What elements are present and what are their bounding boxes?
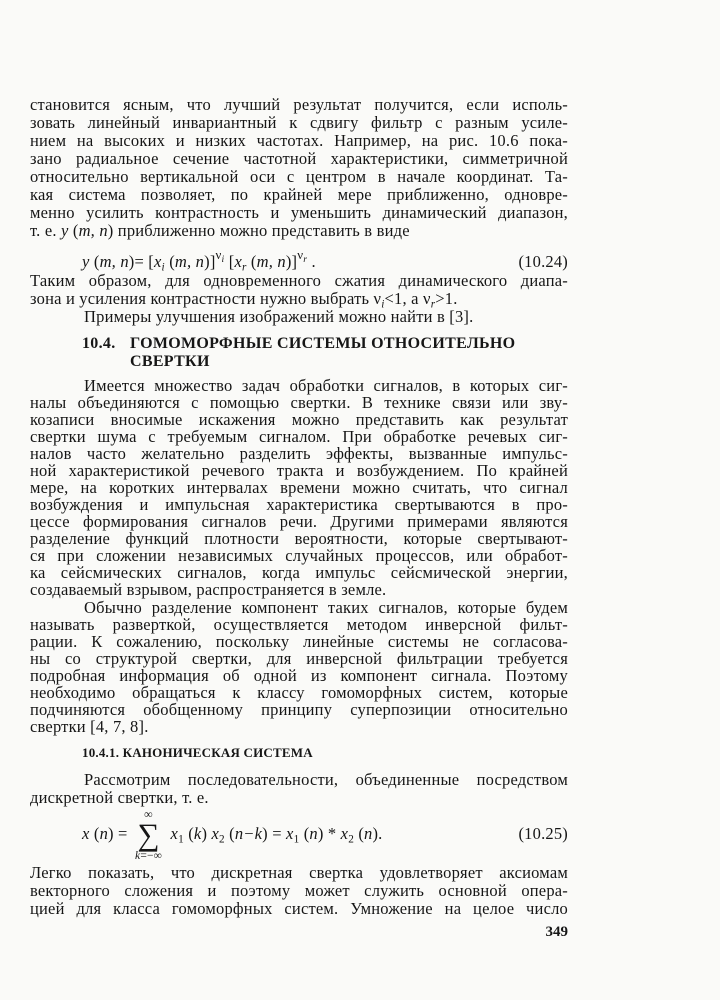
text-run: >1. <box>435 289 458 308</box>
equation-10-24 <box>30 248 568 274</box>
math-operator: ) * <box>317 824 341 843</box>
summation-lower-limit <box>130 850 168 863</box>
math-subscript: r <box>241 261 247 274</box>
text-line: Легко показать, что дискретная свертка удовлетворяет аксиомам <box>30 863 568 882</box>
equation-body <box>82 806 383 862</box>
text-line: разделение функций плотности вероятности, которые свертывают- <box>30 529 568 548</box>
text-line: козаписи вносимые искажения можно представить как результат <box>30 410 568 429</box>
math-paren: ( <box>68 221 79 240</box>
math-variable: x <box>170 824 179 843</box>
math-subscript: i <box>381 298 385 311</box>
math-variable: n <box>364 824 373 843</box>
section-title-line: ГОМОМОРФНЫЕ СИСТЕМЫ ОТНОСИТЕЛЬНО <box>130 335 516 352</box>
text-line: ны со структурой свертки, для инверсной фильтрации требуется <box>30 649 568 668</box>
math-variable: x <box>154 252 162 271</box>
text-line: Примеры улучшения изображений можно найти в [3]. <box>84 307 474 326</box>
text-line: необходимо обращаться к классу гомоморфных систем, которые <box>30 683 568 702</box>
section-heading <box>82 335 552 370</box>
math-subscript: 2 <box>348 833 354 846</box>
math-variable: k <box>193 824 202 843</box>
math-operator: =−∞ <box>140 849 163 862</box>
math-variable: n−k <box>234 824 263 843</box>
math-variable: y <box>82 252 90 271</box>
text-line: свертки шума с требуемым сигналом. При обработке речевых сиг- <box>30 427 568 446</box>
text-line: Обычно разделение компонент таких сигналов, которые будем <box>84 598 568 617</box>
text-line: мере, на коротких интервалах времени можно считать, что сигнал <box>30 478 568 497</box>
equation-10-25 <box>30 805 568 863</box>
math-operator: ) <box>201 824 212 843</box>
section-number: 10.4. <box>82 335 116 352</box>
math-operator: ( <box>224 824 235 843</box>
math-variable: m, n <box>99 252 129 271</box>
paragraph <box>30 771 568 806</box>
text-line: налов часто желательно разделить эффекты, вызванные импульс- <box>30 444 568 463</box>
text-line: подробная информация об одной из компонент сигнала. Поэтому <box>30 666 568 685</box>
text-line: относительно вертикальной оси с центром в начале координат. Та- <box>30 167 568 186</box>
text-line: зано радиальное сечение частотной характеристики, симметричной <box>30 149 568 168</box>
math-operator: ( <box>246 252 257 271</box>
math-operator: ( <box>89 824 100 843</box>
math-subscript: r <box>430 298 436 311</box>
text-line: налы объединяются с помощью свертки. В технике связи или зву- <box>30 393 568 412</box>
math-operator: )] <box>285 252 298 271</box>
math-subscript: i <box>221 254 225 266</box>
text-run: ) приближенно можно представить в виде <box>107 221 410 240</box>
text-line: Таким образом, для одновременного сжатия динамического диапа- <box>30 271 568 290</box>
paragraph <box>30 599 568 735</box>
math-operator: ) = <box>108 824 128 843</box>
text-line: кая система позволяет, по крайней мере приближенно, одновре- <box>30 185 568 204</box>
math-exponent <box>297 248 308 266</box>
math-subscript: 2 <box>219 833 225 846</box>
text-line: подчиняются обобщенному принципу суперпозиции относительно <box>30 700 568 719</box>
math-operator: )] <box>204 252 216 271</box>
math-symbol: ν <box>215 248 222 263</box>
section-title-line: СВЕРТКИ <box>130 352 210 370</box>
text-line: зовать линейный инвариантный к сдвигу фильтр с разным усиле- <box>30 113 568 132</box>
math-operator: ) = <box>262 824 287 843</box>
math-variable: x <box>286 824 294 843</box>
equation-number: (10.25) <box>518 824 568 843</box>
text-line: дискретной свертки, т. е. <box>30 787 209 807</box>
text-run: <1, а <box>384 289 424 308</box>
subsection-heading <box>82 745 482 761</box>
text-line: ся при сложении независимых случайных процессов, или обработ- <box>30 546 568 565</box>
paragraph-continuation <box>30 96 568 240</box>
text-run: зона и усиления контрастности нужно выбрать <box>30 289 374 308</box>
text-line: называть разверткой, осуществляется методом инверсной фильт- <box>30 615 568 634</box>
paragraph <box>30 271 568 311</box>
summation-sign: ∑ <box>137 816 160 852</box>
math-operator: . <box>307 252 316 271</box>
text-line: становится ясным, что лучший результат получится, если исполь- <box>30 95 568 114</box>
math-variable: n <box>99 824 109 843</box>
math-variable: n <box>309 824 318 843</box>
math-variable: x <box>234 252 242 271</box>
math-operator: ). <box>372 824 383 843</box>
text-line <box>30 222 568 240</box>
section-title <box>130 335 552 370</box>
math-symbol: ν <box>423 289 431 308</box>
text-line: Имеется множество задач обработки сигналов, в которых сиг- <box>84 376 568 395</box>
text-line: рации. К сожалению, поскольку линейные системы не согласова- <box>30 632 568 651</box>
math-subscript: i <box>161 261 165 274</box>
summation-upper-limit: ∞ <box>144 806 153 821</box>
math-operator: ( <box>183 824 194 843</box>
paragraph <box>30 308 568 326</box>
math-variable: x <box>340 824 349 843</box>
math-subscript: 1 <box>293 833 300 846</box>
text-line: ной характеристикой речевого тракта и возбуждением. По крайней <box>30 461 568 480</box>
subsection-title: КАНОНИЧЕСКАЯ СИСТЕМА <box>122 745 313 760</box>
paragraph <box>30 377 568 598</box>
text-line: возбуждения и импульсная характеристика свертываются в про- <box>30 495 568 514</box>
math-operator: )= [ <box>128 252 155 271</box>
math-subscript: r <box>303 254 308 266</box>
math-variable: m, n <box>256 252 286 271</box>
math-subscript: 1 <box>178 833 184 846</box>
math-symbol: ν <box>373 289 382 308</box>
math-variable: m, n <box>174 252 205 271</box>
math-variable: x <box>82 824 90 843</box>
text-line: цией для класса гомоморфных систем. Умножение на целое число <box>30 899 568 918</box>
page-number: 349 <box>545 924 568 940</box>
math-operator: ( <box>354 824 365 843</box>
text-line: цессе формирования сигналов речи. Другими примерами являются <box>30 512 568 531</box>
equation-number: (10.24) <box>518 252 568 271</box>
math-variable: k <box>135 849 141 862</box>
math-symbol: ν <box>297 248 304 263</box>
text-line: создаваемый взрывом, распространяется в земле. <box>30 580 387 599</box>
paragraph <box>30 864 568 918</box>
math-variable: y <box>61 221 69 240</box>
text-line: Рассмотрим последовательности, объединенные посредством <box>84 770 568 789</box>
math-operator: [ <box>224 252 235 271</box>
summation <box>130 808 168 863</box>
text-run: т. е. <box>30 221 61 240</box>
text-line: векторного сложения и поэтому может служить основной опера- <box>30 881 568 900</box>
text-line: ка сейсмических сигналов, когда импульс сейсмической энергии, <box>30 563 568 582</box>
text-line: менно усилить контрастность и уменьшить динамический диапазон, <box>30 203 568 222</box>
math-operator: ( <box>89 252 100 271</box>
equation-body <box>82 248 316 274</box>
text-line: нием на высоких и низких частотах. Например, на рис. 10.6 пока- <box>30 131 568 150</box>
subsection-number: 10.4.1. <box>82 745 120 760</box>
math-variable: m, n <box>78 221 108 240</box>
text-line: свертки [4, 7, 8]. <box>30 717 149 736</box>
math-operator: ( <box>299 824 310 843</box>
math-operator: ( <box>164 252 175 271</box>
math-variable: x <box>211 824 220 843</box>
text-line <box>30 289 568 311</box>
